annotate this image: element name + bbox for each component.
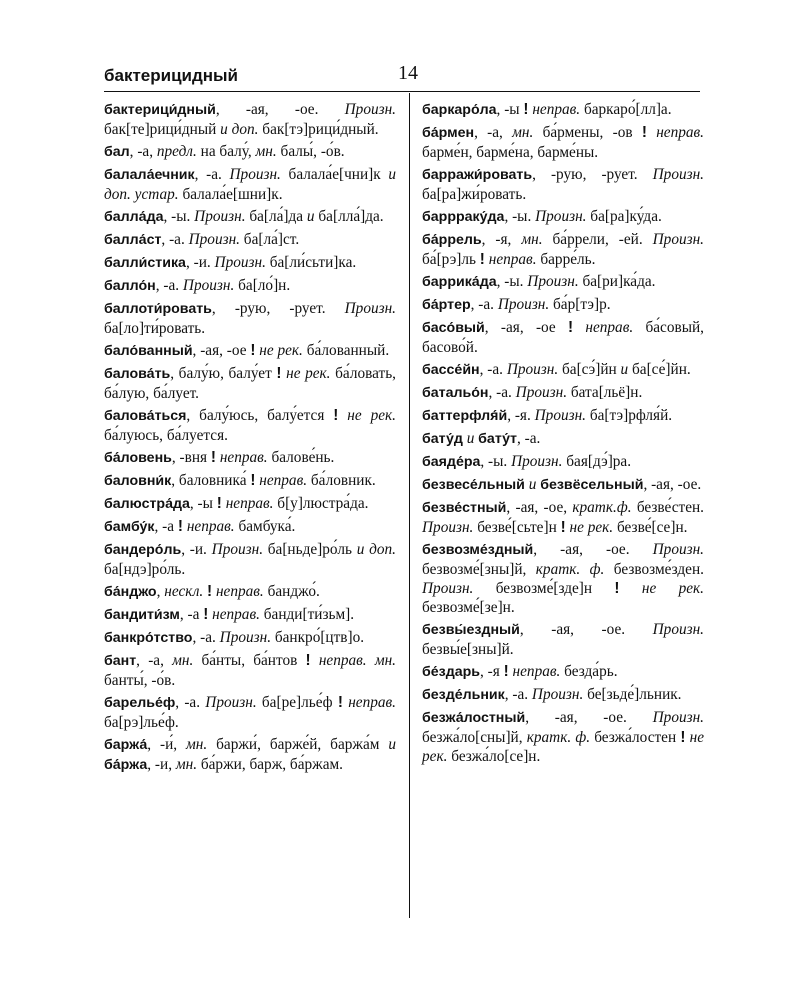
entry-text <box>573 319 585 336</box>
dictionary-entry <box>422 498 704 537</box>
dictionary-entry <box>422 360 704 380</box>
entry-label: неправ. <box>219 449 268 466</box>
dictionary-entry <box>104 517 396 537</box>
entry-label: Произн. <box>205 694 257 711</box>
entry-text: безжа́ло[сны]й, <box>422 729 527 746</box>
entry-label: и <box>466 430 475 447</box>
entry-headword: безвозме́здный <box>422 542 534 558</box>
entry-headword: безве́стный <box>422 500 507 516</box>
warning-mark: ! <box>337 694 343 711</box>
dictionary-entry <box>104 693 396 732</box>
entry-text: банди[ти́зьм]. <box>259 606 355 623</box>
entry-headword: бамбу́к <box>104 519 155 535</box>
warning-mark: ! <box>479 251 485 268</box>
entry-text: , -а. <box>504 686 532 703</box>
entry-text: , -а. <box>488 384 516 401</box>
warning-mark: ! <box>250 342 256 359</box>
entry-text: ба́ловник. <box>307 472 376 489</box>
entry-label: не рек. <box>347 407 397 424</box>
entry-text: ба́лованный. <box>302 342 390 359</box>
warning-mark: ! <box>250 472 256 489</box>
entry-label: неправ. <box>656 124 705 141</box>
entry-text: ба́ррели, -ей. <box>542 231 653 248</box>
entry-text: безве́стен. <box>631 499 704 516</box>
entry-headword: ба́ррель <box>422 232 482 248</box>
entry-label: Произн. <box>527 273 579 290</box>
entry-label: Произн. <box>511 453 563 470</box>
entry-text: , -а. <box>516 430 541 447</box>
entry-text: безжа́лостен <box>590 729 681 746</box>
dictionary-entry <box>422 318 704 357</box>
dictionary-entry <box>104 448 396 468</box>
dictionary-entry <box>422 662 704 682</box>
dictionary-entry <box>104 207 396 227</box>
entry-text: бак[тэ]рици́дный. <box>258 121 379 138</box>
entry-text: ба[ндэ]ро́ль. <box>104 561 186 578</box>
warning-mark: ! <box>503 663 509 680</box>
entry-label: неправ. <box>488 251 537 268</box>
dictionary-entry <box>104 276 396 296</box>
entry-headword: бату́т <box>478 431 517 447</box>
entry-text: , -и. <box>181 541 212 558</box>
entry-label: Произн. <box>422 519 474 536</box>
warning-mark: ! <box>207 583 213 600</box>
dictionary-entry <box>104 540 396 579</box>
dictionary-entry <box>104 471 396 491</box>
dictionary-entry <box>104 165 396 204</box>
entry-headword: ба́ржа <box>104 757 148 773</box>
entry-headword: бе́здарь <box>422 664 480 680</box>
entry-text: на балу́, <box>196 143 256 160</box>
entry-label: Произн. <box>194 208 246 225</box>
entry-text: ба́рмены, -ов <box>533 124 642 141</box>
entry-label: нескл. <box>164 583 204 600</box>
entry-text: ба́[рэ]ль <box>422 251 480 268</box>
entry-headword: баркаро́ла <box>422 102 497 118</box>
header-headword: бактерицидный <box>104 66 239 85</box>
entry-text: , -рую, -рует. <box>211 300 345 317</box>
entry-text: , -ы. <box>504 208 536 225</box>
entry-headword: ба́ртер <box>422 297 471 313</box>
entry-label: неправ. <box>212 606 260 623</box>
right-column <box>422 100 704 769</box>
entry-text: баржи́, барже́й, баржа́м <box>207 736 389 753</box>
entry-text: безвозме́[зе]н. <box>422 599 515 616</box>
entry-label: мн. <box>255 143 277 160</box>
entry-label: неправ. <box>532 101 581 118</box>
entry-text: , -а. <box>470 296 498 313</box>
entry-headword: балова́ться <box>104 408 187 424</box>
entry-text: безве́[сьте]н <box>473 519 561 536</box>
entry-label: мн. <box>521 231 543 248</box>
dictionary-entry <box>422 429 704 449</box>
warning-mark: ! <box>276 365 282 382</box>
entry-headword: ба́ловень <box>104 450 172 466</box>
entry-text: баркаро́[лл]а. <box>580 101 672 118</box>
entry-label: и <box>388 736 396 753</box>
entry-text: , <box>156 583 165 600</box>
entry-text: ба[сэ́]йн <box>558 361 621 378</box>
entry-label: не рек. <box>286 365 331 382</box>
entry-text: ба[тэ]рфля́й. <box>586 407 673 424</box>
entry-label: и <box>306 208 315 225</box>
entry-headword: барелье́ф <box>104 695 176 711</box>
entry-text <box>338 407 347 424</box>
dictionary-entry <box>104 494 396 514</box>
dictionary-entry <box>422 406 704 426</box>
entry-headword: бассе́йн <box>422 362 480 378</box>
dictionary-entry <box>422 207 704 227</box>
dictionary-entry <box>104 253 396 273</box>
entry-headword: баттерфля́й <box>422 408 508 424</box>
dictionary-entry <box>422 165 704 204</box>
entry-text: б[у]люстра́да. <box>273 495 369 512</box>
entry-label: не рек. <box>422 729 704 765</box>
entry-text: ба[ра]жи́ровать. <box>422 186 527 203</box>
warning-mark: ! <box>614 580 620 597</box>
entry-label: кратк. ф. <box>535 561 605 578</box>
entry-headword: баррика́да <box>422 274 497 290</box>
entry-label: Произн. <box>652 541 704 558</box>
entry-text: безвы́е[зны]й. <box>422 641 514 658</box>
entry-label: Произн. <box>497 296 550 313</box>
entry-text: , -я <box>480 663 504 680</box>
entry-text: , -ая, -ое. <box>519 621 653 638</box>
entry-headword: балюстра́да <box>104 496 190 512</box>
entry-text: барме́н, барме́на, барме́ны. <box>422 144 599 161</box>
entry-label: и доп. <box>220 121 259 138</box>
entry-headword: бандити́зм <box>104 607 180 623</box>
entry-text: , -ая, -ое <box>192 342 251 359</box>
entry-text: ба[ре]лье́ф <box>256 694 338 711</box>
entry-text: , -ы. <box>163 208 195 225</box>
dictionary-entry <box>422 383 704 403</box>
entry-label: мн. <box>512 124 534 141</box>
entry-text: , -ы. <box>480 453 512 470</box>
warning-mark: ! <box>567 319 574 336</box>
entry-text: балала́е[чни]к <box>280 166 389 183</box>
entry-text: балы́, -о́в. <box>276 143 345 160</box>
entry-text: ба[се́]йн. <box>628 361 691 378</box>
entry-text: , -я, <box>481 231 522 248</box>
entry-text: ба[ри]ка́да. <box>578 273 656 290</box>
entry-text: , балу́ю, балу́ет <box>170 365 277 382</box>
entry-headword: бату́д <box>422 431 463 447</box>
dictionary-entry <box>422 100 704 120</box>
entry-label: Произн. <box>506 361 559 378</box>
entry-text: ба́р[тэ]р. <box>549 296 611 313</box>
entry-text: , -а, <box>129 143 157 160</box>
entry-label: Произн. <box>188 231 240 248</box>
entry-text: ба[ли́сьти]ка. <box>265 254 357 271</box>
dictionary-entry <box>104 406 396 445</box>
entry-text: , -ая, -ое. <box>215 101 345 118</box>
entry-label: мн. <box>186 736 208 753</box>
dictionary-entry <box>422 295 704 315</box>
entry-text: , -а. <box>161 231 189 248</box>
entry-label: Произн. <box>182 277 235 294</box>
entry-text: , -ы <box>189 495 217 512</box>
entry-label: Произн. <box>211 541 264 558</box>
entry-text: безве́[се]н. <box>613 519 688 536</box>
entry-label: Произн. <box>229 166 281 183</box>
entry-text: ба[лла́]да. <box>314 208 384 225</box>
entry-label: не рек. <box>259 342 303 359</box>
entry-text: банкро́[цтв]о. <box>271 629 365 646</box>
entry-text: безвозме́зден. <box>604 561 704 578</box>
entry-text: ба́ржи, барж, ба́ржам. <box>197 756 344 773</box>
entry-text: , -ая, -ое <box>484 319 568 336</box>
entry-headword: балала́ечник <box>104 167 195 183</box>
entry-text: бая[дэ́]ра. <box>562 453 632 470</box>
warning-mark: ! <box>333 407 339 424</box>
entry-headword: безде́льник <box>422 687 505 703</box>
entry-text: , -я. <box>507 407 535 424</box>
entry-headword: балла́да <box>104 209 164 225</box>
dictionary-entry <box>422 708 704 766</box>
dictionary-entry <box>104 628 396 648</box>
entry-text <box>647 124 656 141</box>
entry-text: , -ы <box>496 101 524 118</box>
entry-text: балала́е[шни]к. <box>178 186 283 203</box>
entry-label: и <box>620 361 629 378</box>
entry-label: неправ. <box>512 663 561 680</box>
entry-label: Произн. <box>535 208 587 225</box>
entry-label: неправ. мн. <box>318 652 396 669</box>
entry-label: и доп. устар. <box>104 166 397 203</box>
entry-text: ба[ло́]н. <box>234 277 291 294</box>
entry-text: , баловника́ <box>171 472 251 489</box>
dictionary-entry <box>422 452 704 472</box>
entry-label: Произн. <box>652 709 704 726</box>
dictionary-entry <box>104 230 396 250</box>
entry-text: бе[зьде́]льник. <box>583 686 682 703</box>
warning-mark: ! <box>216 495 222 512</box>
entry-text: безвозме́[зде]н <box>473 580 615 597</box>
entry-label: неправ. <box>348 694 396 711</box>
entry-label: Произн. <box>344 101 396 118</box>
entry-text: , -ая, -ое. <box>533 541 653 558</box>
entry-label: кратк. ф. <box>526 729 591 746</box>
entry-headword: ба́рмен <box>422 125 475 141</box>
entry-text: ба́луюсь, ба́луется. <box>104 427 228 444</box>
entry-label: и <box>528 476 537 493</box>
entry-text: , -а, <box>474 124 513 141</box>
entry-label: Произн. <box>534 407 586 424</box>
warning-mark: ! <box>210 449 216 466</box>
entry-text <box>620 580 642 597</box>
entry-label: кратк.ф. <box>572 499 632 516</box>
entry-label: Произн. <box>531 686 584 703</box>
entry-headword: баржа́ <box>104 737 148 753</box>
entry-text: , -а. <box>479 361 507 378</box>
entry-label: неправ. <box>215 583 264 600</box>
entry-text: , -а. <box>194 166 230 183</box>
entry-text: безвозме́[зны]й, <box>422 561 536 578</box>
entry-label: неправ. <box>225 495 274 512</box>
entry-text: бак[те]рици́дный <box>104 121 221 138</box>
entry-headword: балло́н <box>104 278 156 294</box>
entry-text: , -ая, -ое. <box>525 709 653 726</box>
dictionary-entry <box>104 605 396 625</box>
warning-mark: ! <box>560 519 566 536</box>
entry-text: ба[ла́]да <box>245 208 307 225</box>
entry-label: мн. <box>172 652 194 669</box>
entry-text: барре́ль. <box>536 251 596 268</box>
entry-text: , -ая, -ое, <box>506 499 573 516</box>
dictionary-entry <box>422 272 704 292</box>
entry-headword: басо́вый <box>422 320 485 336</box>
left-column <box>104 100 396 778</box>
entry-text: ба́ловать, ба́лую, ба́лует. <box>104 365 397 402</box>
entry-text: , -ая, -ое. <box>643 476 702 493</box>
entry-headword: безвесе́льный <box>422 477 525 493</box>
dictionary-entry <box>104 364 396 403</box>
entry-label: Произн. <box>652 166 704 183</box>
entry-headword: ба́нджо <box>104 584 157 600</box>
entry-headword: балли́стика <box>104 255 186 271</box>
entry-headword: балла́ст <box>104 232 162 248</box>
entry-label: не рек. <box>641 580 705 597</box>
dictionary-entry <box>422 475 704 495</box>
entry-label: неправ. <box>585 319 634 336</box>
entry-text: бата[льё]н. <box>567 384 643 401</box>
entry-headword: бандеро́ль <box>104 542 182 558</box>
entry-text: , -ы. <box>496 273 528 290</box>
entry-headword: бант <box>104 653 137 669</box>
entry-text: ба[ньде]ро́ль <box>263 541 357 558</box>
entry-text: , -и, <box>147 756 176 773</box>
entry-text: , -вня <box>171 449 211 466</box>
entry-label: мн. <box>175 756 198 773</box>
dictionary-entry <box>104 651 396 690</box>
entry-text: , -а. <box>155 277 183 294</box>
entry-headword: бактерици́дный <box>104 102 216 118</box>
page-number: 14 <box>398 62 418 84</box>
entry-headword: безвы́ездный <box>422 622 520 638</box>
entry-label: неправ. <box>186 518 235 535</box>
entry-text: банты́, -о́в. <box>104 672 176 689</box>
entry-text: , -и. <box>185 254 215 271</box>
column-divider <box>409 93 410 918</box>
entry-text: балове́нь. <box>267 449 335 466</box>
header-rule <box>104 91 700 92</box>
dictionary-entry <box>104 735 396 775</box>
dictionary-entry <box>104 582 396 602</box>
entry-headword: батальо́н <box>422 385 489 401</box>
entry-text: , -а <box>179 606 204 623</box>
entry-label: не рек. <box>569 519 614 536</box>
entry-headword: баррраку́да <box>422 209 505 225</box>
entry-label: предл. <box>156 143 197 160</box>
running-header <box>104 62 700 92</box>
entry-label: Произн. <box>652 621 704 638</box>
entry-text: , -а. <box>192 629 220 646</box>
warning-mark: ! <box>203 606 209 623</box>
warning-mark: ! <box>641 124 647 141</box>
warning-mark: ! <box>680 729 686 746</box>
entry-text: безда́рь. <box>560 663 618 680</box>
entry-text: , балу́юсь, балу́ется <box>186 407 334 424</box>
entry-label: неправ. <box>259 472 308 489</box>
entry-text: , -и́, <box>147 736 187 753</box>
dictionary-entry <box>104 142 396 162</box>
entry-headword: барражи́ровать <box>422 167 533 183</box>
entry-text: ба́нты, ба́нтов <box>193 652 306 669</box>
entry-label: Произн. <box>515 384 568 401</box>
dictionary-entry <box>422 230 704 269</box>
entry-text: ба́совый, басово́й. <box>422 319 704 356</box>
entry-text: ба[ло]ти́ровать. <box>104 320 206 337</box>
entry-label: Произн. <box>422 580 474 597</box>
entry-text: , -а, <box>136 652 173 669</box>
entry-text: банджо́. <box>263 583 320 600</box>
entry-headword: безвёсельный <box>540 477 644 493</box>
warning-mark: ! <box>305 652 311 669</box>
entry-text: , -а <box>154 518 178 535</box>
entry-text: , -рую, -рует. <box>532 166 653 183</box>
entry-text: , -а. <box>175 694 206 711</box>
entry-text: ба[рэ]лье́ф. <box>104 714 179 731</box>
dictionary-entry <box>104 299 396 338</box>
dictionary-entry <box>422 620 704 659</box>
warning-mark: ! <box>177 518 183 535</box>
entry-headword: баллоти́ровать <box>104 301 212 317</box>
entry-label: Произн. <box>214 254 266 271</box>
entry-text <box>311 652 319 669</box>
entry-headword: бал <box>104 144 130 160</box>
entry-label: Произн. <box>219 629 272 646</box>
dictionary-entry <box>422 685 704 705</box>
entry-headword: баловни́к <box>104 473 172 489</box>
entry-label: Произн. <box>344 300 396 317</box>
entry-headword: банкро́тство <box>104 630 193 646</box>
entry-text: безжа́ло[се]н. <box>447 748 541 765</box>
entry-text: ба[ра]ку́да. <box>586 208 662 225</box>
warning-mark: ! <box>523 101 529 118</box>
entry-headword: бало́ванный <box>104 343 193 359</box>
dictionary-entry <box>422 123 704 162</box>
entry-headword: балова́ть <box>104 366 171 382</box>
dictionary-entry <box>422 540 704 617</box>
entry-headword: баяде́ра <box>422 454 481 470</box>
dictionary-entry <box>104 341 396 361</box>
entry-text: ба[ла́]ст. <box>239 231 300 248</box>
dictionary-entry <box>104 100 396 139</box>
entry-headword: безжа́лостный <box>422 710 526 726</box>
entry-label: и доп. <box>356 541 396 558</box>
entry-text: бамбука́. <box>234 518 296 535</box>
entry-label: Произн. <box>652 231 704 248</box>
